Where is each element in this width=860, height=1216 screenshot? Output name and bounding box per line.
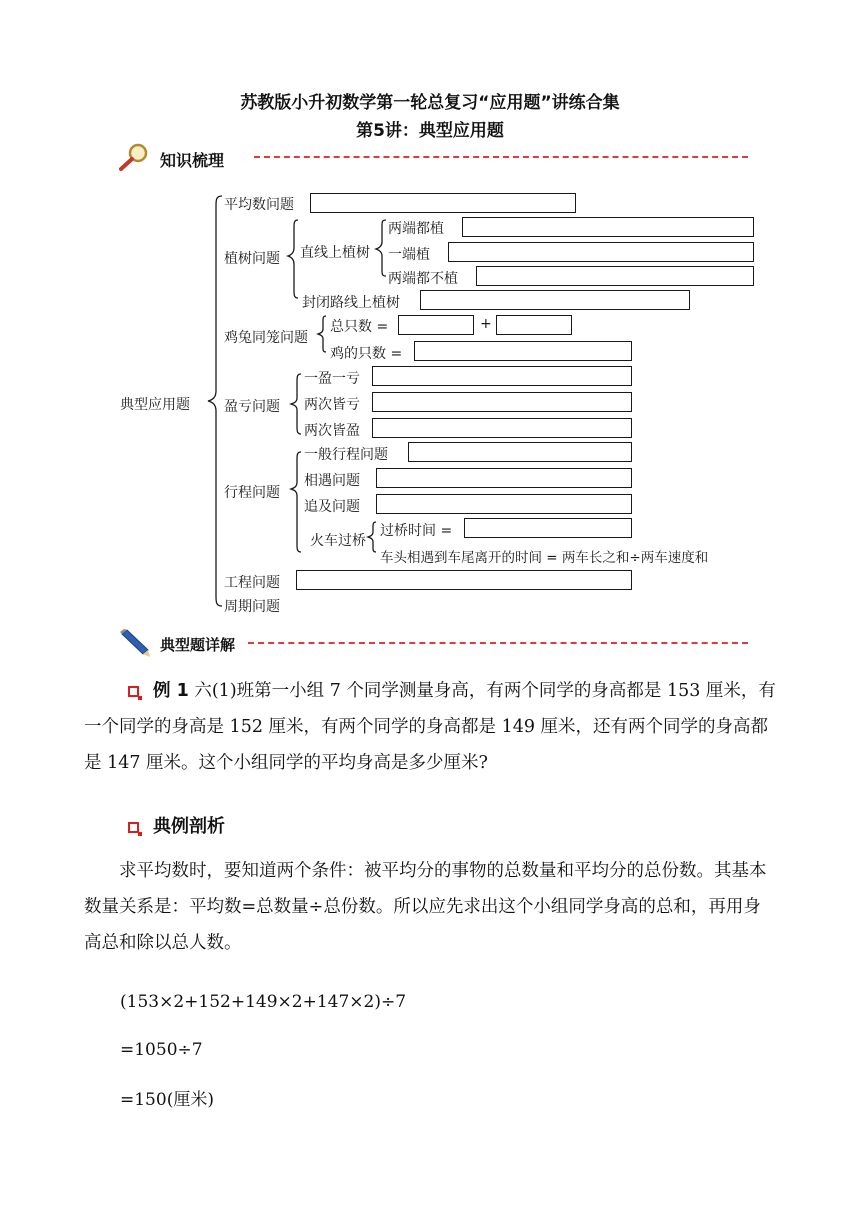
one-end-box[interactable] — [448, 242, 754, 262]
chick-count-label: 鸡的只数 = — [330, 346, 403, 362]
example-label: 例 1 — [153, 681, 189, 701]
profit-one-label: 一盈一亏 — [304, 371, 360, 387]
chick-count-box[interactable] — [414, 341, 632, 361]
profit-two-label: 两次皆亏 — [304, 397, 360, 413]
period-label: 周期问题 — [224, 599, 280, 615]
checkbox-bullet-icon — [128, 822, 139, 833]
line-tree-label: 直线上植树 — [300, 245, 370, 261]
both-ends-box[interactable] — [462, 217, 754, 237]
lesson-subtitle: 第5讲：典型应用题 — [356, 121, 504, 141]
calc-line-3: =150(厘米) — [120, 1090, 214, 1110]
one-end-label: 一端植 — [388, 247, 430, 263]
magnifier-icon — [118, 142, 152, 172]
train-meet-formula: 车头相遇到车尾离开的时间 = 两车长之和÷两车速度和 — [380, 550, 709, 566]
closed-route-label: 封闭路线上植树 — [302, 295, 400, 311]
profit-two-box[interactable] — [372, 392, 632, 412]
chicken-label: 鸡兔同笼问题 — [224, 330, 308, 346]
calc-line-2: =1050÷7 — [120, 1040, 203, 1060]
meeting-label: 相遇问题 — [304, 473, 360, 489]
profit-three-box[interactable] — [372, 418, 632, 438]
closed-route-box[interactable] — [420, 290, 690, 310]
example-text: 六(1)班第一小组 7 个同学测量身高，有两个同学的身高都是 153 厘米，有一个同学的身高是 152 厘米，有两个同学的身高都是 149 厘米，还有两个同学的身高都是 147 厘米。这个小组同学的平均身高是多少厘米? — [84, 681, 776, 773]
root-label: 典型应用题 — [120, 397, 190, 413]
no-ends-box[interactable] — [476, 266, 754, 286]
knowledge-diagram — [118, 186, 788, 616]
engineering-box[interactable] — [296, 570, 632, 590]
chasing-box[interactable] — [376, 494, 632, 514]
meeting-box[interactable] — [376, 468, 632, 488]
checkbox-bullet-icon — [128, 686, 139, 697]
profit-three-label: 两次皆盈 — [304, 423, 360, 439]
total-count-box-a[interactable] — [398, 315, 474, 335]
travel-general-label: 一般行程问题 — [304, 447, 388, 463]
plus-sign: + — [480, 316, 492, 332]
no-ends-label: 两端都不植 — [388, 271, 458, 287]
doc-title: 苏教版小升初数学第一轮总复习“应用题”讲练合集 — [240, 93, 620, 113]
section-examples-label: 典型题详解 — [160, 636, 236, 654]
profit-one-box[interactable] — [372, 366, 632, 386]
train-bridge-label: 火车过桥 — [310, 533, 366, 549]
bridge-time-label: 过桥时间 = — [380, 523, 453, 539]
engineering-label: 工程问题 — [224, 575, 280, 591]
total-count-box-b[interactable] — [496, 315, 572, 335]
avg-label: 平均数问题 — [224, 197, 294, 213]
avg-answer-box[interactable] — [310, 193, 576, 213]
section-knowledge-label: 知识梳理 — [160, 151, 225, 170]
section-knowledge — [118, 142, 748, 172]
analysis-heading-text: 典例剖析 — [153, 816, 225, 837]
profit-loss-label: 盈亏问题 — [224, 399, 280, 415]
section-examples — [118, 628, 748, 658]
travel-general-box[interactable] — [408, 442, 632, 462]
analysis-text: 求平均数时，要知道两个条件：被平均分的事物的总数量和平均分的总份数。其基本数量关系是：平均数=总数量÷总份数。所以应先求出这个小组同学身高的总和，再用身高总和除以总人数。 — [84, 861, 767, 953]
total-count-label: 总只数 = — [330, 319, 389, 335]
both-ends-label: 两端都植 — [388, 221, 444, 237]
section-divider — [254, 156, 748, 158]
calc-line-1: (153×2+152+149×2+147×2)÷7 — [120, 992, 407, 1012]
travel-label: 行程问题 — [224, 485, 280, 501]
bridge-time-box[interactable] — [464, 518, 632, 538]
section-divider — [248, 642, 748, 644]
analysis-heading — [128, 812, 225, 838]
tree-label: 植树问题 — [224, 251, 280, 267]
example-1 — [84, 673, 778, 781]
chasing-label: 追及问题 — [304, 499, 360, 515]
pencil-icon — [118, 628, 152, 658]
